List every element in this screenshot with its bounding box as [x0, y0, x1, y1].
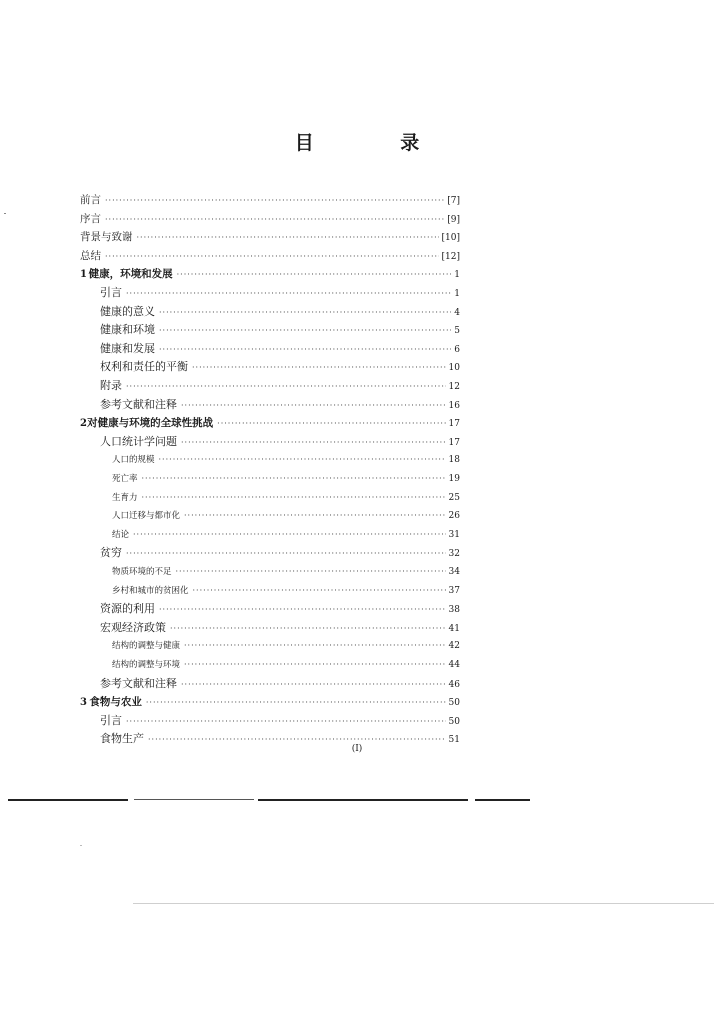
- toc-entry-label: 食物与农业: [89, 696, 142, 709]
- toc-entry-label: 引言: [100, 286, 122, 299]
- toc-page-number: 25: [448, 492, 460, 503]
- toc-leader-dots: [159, 322, 451, 340]
- toc-page-number: 4: [454, 307, 460, 318]
- toc-entry: [100, 358, 460, 376]
- toc-entry: [100, 544, 460, 562]
- toc-leader-dots: [192, 359, 446, 377]
- toc-entry-label: 引言: [100, 713, 122, 727]
- toc-entry: [80, 265, 460, 283]
- toc-entry-label: 对健康与环境的全球性挑战: [87, 417, 214, 430]
- toc-page-number: [10]: [441, 233, 460, 244]
- toc-entry-label: 资源的利用: [100, 602, 155, 616]
- toc-entry-label: 权利和责任的平衡: [100, 360, 188, 374]
- toc-entry: [100, 284, 460, 302]
- toc-entry-label: 物质环境的不足: [112, 567, 172, 577]
- toc-entry-label: 健康，环境和发展: [88, 268, 173, 281]
- toc-page-number: 31: [448, 529, 460, 540]
- toc-entry: [80, 210, 460, 228]
- toc-entry: [100, 396, 460, 414]
- toc-page-number: 1: [454, 270, 460, 281]
- toc-entry-label: 生育力: [112, 492, 138, 503]
- toc-leader-dots: [133, 526, 446, 544]
- toc-page-number: 51: [448, 735, 460, 746]
- toc-leader-dots: [193, 582, 446, 600]
- scan-artifact-line: [475, 799, 530, 801]
- toc-entry: [112, 507, 460, 525]
- toc-page-number: 19: [448, 474, 460, 484]
- toc-entry-label: 总结: [80, 249, 101, 262]
- toc-chapter-number: 2: [80, 418, 87, 430]
- toc-page-number: 17: [448, 419, 460, 430]
- toc-entry: [100, 600, 460, 618]
- toc-leader-dots: [159, 304, 451, 322]
- toc-entry-label: 背景与致谢: [80, 231, 133, 244]
- toc-entry: [100, 433, 460, 451]
- toc-chapter-number: 1: [80, 269, 87, 281]
- toc-leader-dots: [184, 637, 446, 655]
- toc-entry-label: 人口迁移与都市化: [112, 511, 181, 522]
- toc-page-number: 6: [454, 344, 460, 355]
- toc-entry-label: 健康和环境: [100, 323, 155, 337]
- toc-entry: [112, 582, 460, 600]
- toc-entry: [112, 451, 460, 469]
- toc-entry: [100, 340, 460, 358]
- toc-page-number: 12: [448, 382, 460, 392]
- toc-leader-dots: [126, 378, 446, 396]
- scan-speck: [4, 213, 6, 214]
- toc-page-number: 16: [448, 400, 460, 411]
- toc-entry: [100, 712, 460, 730]
- toc-entry-label: 死亡率: [112, 474, 138, 484]
- toc-leader-dots: [217, 415, 445, 433]
- toc-leader-dots: [184, 507, 446, 525]
- toc-page-number: 50: [448, 698, 460, 709]
- toc-page-number: 26: [448, 511, 460, 522]
- toc-leader-dots: [177, 266, 452, 284]
- scan-artifact-line: [134, 799, 254, 800]
- toc-chapter-number: 3: [80, 697, 87, 709]
- toc-entry: [112, 526, 460, 544]
- toc-page-number: [7]: [447, 196, 460, 206]
- toc-page-number: 10: [448, 363, 460, 374]
- toc-page-number: 38: [448, 605, 460, 616]
- toc-entry: [100, 321, 460, 339]
- toc-page-number: 32: [448, 549, 460, 560]
- toc-leader-dots: [159, 601, 446, 619]
- toc-page-number: [12]: [441, 251, 460, 262]
- toc-entry-label: 食物生产: [100, 732, 144, 746]
- toc-entry: [112, 637, 460, 655]
- toc-entry-label: 人口的规模: [112, 455, 155, 466]
- page-number: (I): [351, 744, 363, 754]
- toc-entry: [112, 656, 460, 674]
- toc-entry: [100, 303, 460, 321]
- toc-page-number: 1: [454, 289, 460, 299]
- toc-entry-label: 乡村和城市的贫困化: [112, 585, 189, 596]
- toc-leader-dots: [176, 563, 446, 581]
- toc-entry-label: 结论: [112, 529, 130, 540]
- toc-entry-label: 人口统计学问题: [100, 434, 177, 448]
- toc-entry: [112, 563, 460, 581]
- toc-leader-dots: [159, 341, 451, 359]
- toc-entry-label: 贫穷: [100, 546, 122, 560]
- toc-entry-label: 前言: [80, 194, 101, 206]
- toc-entry: [112, 470, 460, 488]
- toc-entry: [100, 675, 460, 693]
- toc-page-number: 41: [448, 623, 460, 634]
- toc-entry-label: 参考文献和注释: [100, 397, 177, 411]
- toc-leader-dots: [181, 397, 446, 415]
- toc-entry: [100, 377, 460, 395]
- toc-entry: [80, 228, 460, 246]
- toc-entry-label: 结构的调整与健康: [112, 641, 181, 652]
- toc-entry-label: 健康和发展: [100, 341, 155, 355]
- scan-speck: [80, 845, 82, 846]
- toc-leader-dots: [137, 229, 439, 247]
- scan-artifact-line: [258, 799, 468, 801]
- toc-entry: [100, 619, 460, 637]
- toc-entry-label: 序言: [80, 212, 101, 225]
- toc-leader-dots: [105, 211, 444, 229]
- toc-page-number: [9]: [447, 214, 460, 225]
- toc-entry-label: 结构的调整与环境: [112, 660, 181, 670]
- scan-artifact-line: [8, 799, 128, 801]
- scan-artifact-line: [133, 903, 714, 904]
- toc-page-number: 5: [454, 326, 460, 337]
- toc-page-number: 17: [448, 437, 460, 448]
- toc-page-number: 50: [448, 716, 460, 727]
- toc-entry: [112, 489, 460, 507]
- toc-page-number: 18: [448, 455, 460, 466]
- toc-entry-label: 附录: [100, 379, 122, 392]
- toc-leader-dots: [142, 489, 446, 507]
- toc-leader-dots: [126, 713, 446, 731]
- toc-leader-dots: [142, 470, 446, 488]
- toc-page-number: 46: [448, 679, 460, 690]
- toc-leader-dots: [181, 434, 446, 452]
- toc-entry: [80, 693, 460, 711]
- toc-entry: [80, 414, 460, 432]
- toc-leader-dots: [126, 285, 451, 303]
- toc-leader-dots: [181, 676, 446, 694]
- toc-entry-label: 健康的意义: [100, 304, 155, 318]
- toc-leader-dots: [170, 620, 446, 638]
- toc-leader-dots: [159, 451, 446, 469]
- toc-leader-dots: [146, 694, 446, 712]
- toc-page-number: 42: [448, 641, 460, 652]
- toc-leader-dots: [105, 192, 444, 210]
- toc-page-number: 37: [448, 585, 460, 596]
- toc-entry-label: 参考文献和注释: [100, 676, 177, 690]
- toc-leader-dots: [126, 545, 446, 563]
- page-title: 目 录: [294, 132, 460, 154]
- toc-entry: [80, 247, 460, 265]
- toc-leader-dots: [105, 248, 439, 266]
- toc-page-number: 44: [448, 660, 460, 670]
- toc-page-number: 34: [448, 567, 460, 577]
- toc-entry: [80, 191, 460, 209]
- toc-leader-dots: [184, 656, 446, 674]
- toc-entry-label: 宏观经济政策: [100, 620, 166, 634]
